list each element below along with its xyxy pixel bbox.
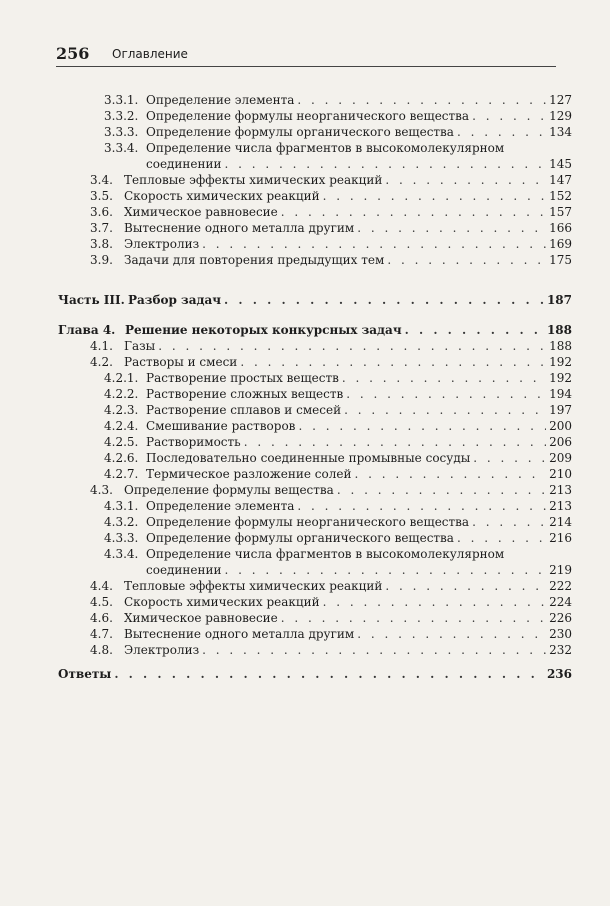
entry-number: 4.3.2.	[104, 515, 139, 529]
entry-page-number: 222	[549, 579, 572, 593]
entry-page-number: 188	[546, 323, 572, 337]
entry-page-number: 210	[549, 467, 572, 481]
entry-title: Определение элемента	[146, 93, 295, 107]
entry-title: Тепловые эффекты химических реакций	[124, 173, 383, 187]
entry-number: 4.2.5.	[104, 435, 139, 449]
entry-page-number: 145	[549, 157, 572, 171]
dot-leader	[405, 322, 544, 338]
entry-number: 3.3.4.	[104, 141, 139, 155]
dot-leader	[158, 338, 546, 354]
dot-leader	[472, 514, 546, 530]
toc-entry	[90, 172, 572, 188]
toc-entry	[90, 236, 572, 252]
dot-leader	[354, 466, 546, 482]
entry-number: 4.8.	[90, 643, 113, 657]
entry-title: Скорость химических реакций	[124, 595, 320, 609]
entry-title: Вытеснение одного металла другим	[124, 221, 355, 235]
entry-number: 3.4.	[90, 173, 113, 187]
dot-leader	[387, 252, 546, 268]
entry-title: Определение формулы органического вещества	[146, 531, 454, 545]
entry-first-line	[104, 546, 504, 562]
dot-leader	[472, 108, 546, 124]
entry-number: 4.6.	[90, 611, 113, 625]
toc-entry	[104, 450, 572, 466]
entry-number: 4.1.	[90, 339, 113, 353]
dot-leader	[202, 236, 546, 252]
page-number: 256	[56, 44, 90, 63]
entry-title: Тепловые эффекты химических реакций	[124, 579, 383, 593]
dot-leader	[298, 418, 546, 434]
entry-title: Смешивание растворов	[146, 419, 296, 433]
dot-leader	[342, 370, 546, 386]
entry-number: Глава 4.	[58, 323, 116, 337]
toc-entry	[58, 666, 572, 682]
dot-leader	[240, 354, 546, 370]
toc-entry	[90, 610, 572, 626]
entry-number: 4.2.6.	[104, 451, 139, 465]
entry-title: Последовательно соединенные промывные сосуды	[146, 451, 471, 465]
dot-leader	[473, 450, 546, 466]
dot-leader	[457, 530, 546, 546]
entry-page-number: 197	[549, 403, 572, 417]
toc-entry	[104, 370, 572, 386]
entry-page-number: 127	[549, 93, 572, 107]
entry-page-number: 166	[549, 221, 572, 235]
toc-entry	[90, 188, 572, 204]
entry-title: Растворение простых веществ	[146, 371, 339, 385]
entry-page-number: 214	[549, 515, 572, 529]
toc-entry	[90, 482, 572, 498]
entry-title: Определение числа фрагментов в высокомолекулярном	[146, 141, 505, 155]
entry-page-number: 216	[549, 531, 572, 545]
entry-page-number: 192	[549, 355, 572, 369]
entry-page-number: 188	[549, 339, 572, 353]
entry-title: Задачи для повторения предыдущих тем	[124, 253, 385, 267]
entry-title: Определение формулы вещества	[124, 483, 334, 497]
dot-leader	[357, 220, 546, 236]
entry-number: 4.2.3.	[104, 403, 139, 417]
entry-title: Ответы	[58, 667, 112, 681]
entry-number: 4.3.4.	[104, 547, 139, 561]
running-title: Оглавление	[112, 47, 188, 61]
entry-title: Растворение сплавов и смесей	[146, 403, 342, 417]
entry-number: 3.5.	[90, 189, 113, 203]
dot-leader	[457, 124, 546, 140]
entry-title: Определение формулы органического вещества	[146, 125, 454, 139]
toc-entry	[90, 204, 572, 220]
entry-first-line	[104, 140, 504, 156]
entry-title: Скорость химических реакций	[124, 189, 320, 203]
entry-title: Разбор задач	[128, 293, 222, 307]
toc-entry	[90, 594, 572, 610]
entry-page-number: 236	[546, 667, 572, 681]
dot-leader	[225, 562, 547, 578]
entry-title: Растворимость	[146, 435, 241, 449]
entry-title: Растворы и смеси	[124, 355, 238, 369]
toc-entry	[58, 292, 572, 308]
dot-leader	[346, 386, 546, 402]
toc-entry	[104, 418, 572, 434]
entry-number: 4.2.2.	[104, 387, 139, 401]
toc-entry	[104, 124, 572, 140]
entry-page-number: 213	[549, 483, 572, 497]
entry-page-number: 224	[549, 595, 572, 609]
entry-title: Вытеснение одного металла другим	[124, 627, 355, 641]
entry-title: соединении	[146, 563, 222, 577]
dot-leader	[297, 498, 546, 514]
toc-entry	[104, 514, 572, 530]
dot-leader	[385, 578, 546, 594]
toc-entry	[104, 156, 572, 172]
dot-leader	[281, 204, 546, 220]
entry-title: Определение числа фрагментов в высокомолекулярном	[146, 547, 505, 561]
toc-entry	[104, 402, 572, 418]
entry-title: Термическое разложение солей	[146, 467, 352, 481]
entry-page-number: 213	[549, 499, 572, 513]
entry-number: 3.3.3.	[104, 125, 139, 139]
entry-title: Растворение сложных веществ	[146, 387, 344, 401]
entry-number: 3.8.	[90, 237, 113, 251]
entry-page-number: 226	[549, 611, 572, 625]
toc-entry	[104, 498, 572, 514]
entry-page-number: 194	[549, 387, 572, 401]
entry-page-number: 232	[549, 643, 572, 657]
entry-title: Электролиз	[124, 237, 200, 251]
toc-entry	[90, 220, 572, 236]
entry-page-number: 175	[549, 253, 572, 267]
toc-entry	[58, 322, 572, 338]
entry-page-number: 192	[549, 371, 572, 385]
dot-leader	[281, 610, 546, 626]
entry-page-number: 129	[549, 109, 572, 123]
entry-page-number: 209	[549, 451, 572, 465]
dot-leader	[114, 666, 544, 682]
dot-leader	[244, 434, 546, 450]
dot-leader	[357, 626, 546, 642]
toc-entry	[104, 562, 572, 578]
page-header	[56, 44, 556, 67]
toc-entry	[90, 252, 572, 268]
entry-page-number: 230	[549, 627, 572, 641]
toc-entry	[104, 386, 572, 402]
dot-leader	[323, 594, 546, 610]
toc-entry	[90, 626, 572, 642]
entry-title: Определение формулы неорганического вещества	[146, 515, 470, 529]
toc-entry	[90, 578, 572, 594]
toc-entry	[104, 92, 572, 108]
entry-number: 4.3.3.	[104, 531, 139, 545]
entry-number: 4.7.	[90, 627, 113, 641]
entry-number: 4.5.	[90, 595, 113, 609]
entry-page-number: 152	[549, 189, 572, 203]
entry-page-number: 134	[549, 125, 572, 139]
entry-number: 4.3.	[90, 483, 113, 497]
entry-page-number: 206	[549, 435, 572, 449]
dot-leader	[224, 292, 544, 308]
entry-title: Газы	[124, 339, 156, 353]
dot-leader	[323, 188, 546, 204]
entry-title: Решение некоторых конкурсных задач	[125, 323, 402, 337]
entry-number: Часть III.	[58, 293, 125, 307]
entry-page-number: 200	[549, 419, 572, 433]
dot-leader	[225, 156, 547, 172]
dot-leader	[385, 172, 546, 188]
entry-title: Химическое равновесие	[124, 611, 278, 625]
entry-number: 3.3.1.	[104, 93, 139, 107]
entry-number: 3.6.	[90, 205, 113, 219]
entry-title: соединении	[146, 157, 222, 171]
entry-title: Определение элемента	[146, 499, 295, 513]
entry-number: 4.4.	[90, 579, 113, 593]
entry-number: 4.2.1.	[104, 371, 139, 385]
entry-number: 4.2.4.	[104, 419, 139, 433]
entry-number: 3.7.	[90, 221, 113, 235]
entry-title: Электролиз	[124, 643, 200, 657]
toc-entry	[104, 466, 572, 482]
entry-number: 4.3.1.	[104, 499, 139, 513]
toc-entry	[104, 530, 572, 546]
toc-entry	[104, 434, 572, 450]
toc-entry	[90, 642, 572, 658]
entry-number: 3.3.2.	[104, 109, 139, 123]
entry-number: 4.2.	[90, 355, 113, 369]
dot-leader	[337, 482, 546, 498]
toc-entry	[90, 338, 572, 354]
toc-entry	[104, 108, 572, 124]
toc-entry	[90, 354, 572, 370]
entry-number: 4.2.7.	[104, 467, 139, 481]
entry-page-number: 147	[549, 173, 572, 187]
entry-page-number: 169	[549, 237, 572, 251]
entry-page-number: 157	[549, 205, 572, 219]
entry-number: 3.9.	[90, 253, 113, 267]
entry-page-number: 219	[549, 563, 572, 577]
dot-leader	[297, 92, 546, 108]
dot-leader	[202, 642, 546, 658]
entry-title: Химическое равновесие	[124, 205, 278, 219]
dot-leader	[344, 402, 546, 418]
entry-page-number: 187	[546, 293, 572, 307]
entry-title: Определение формулы неорганического вещества	[146, 109, 470, 123]
